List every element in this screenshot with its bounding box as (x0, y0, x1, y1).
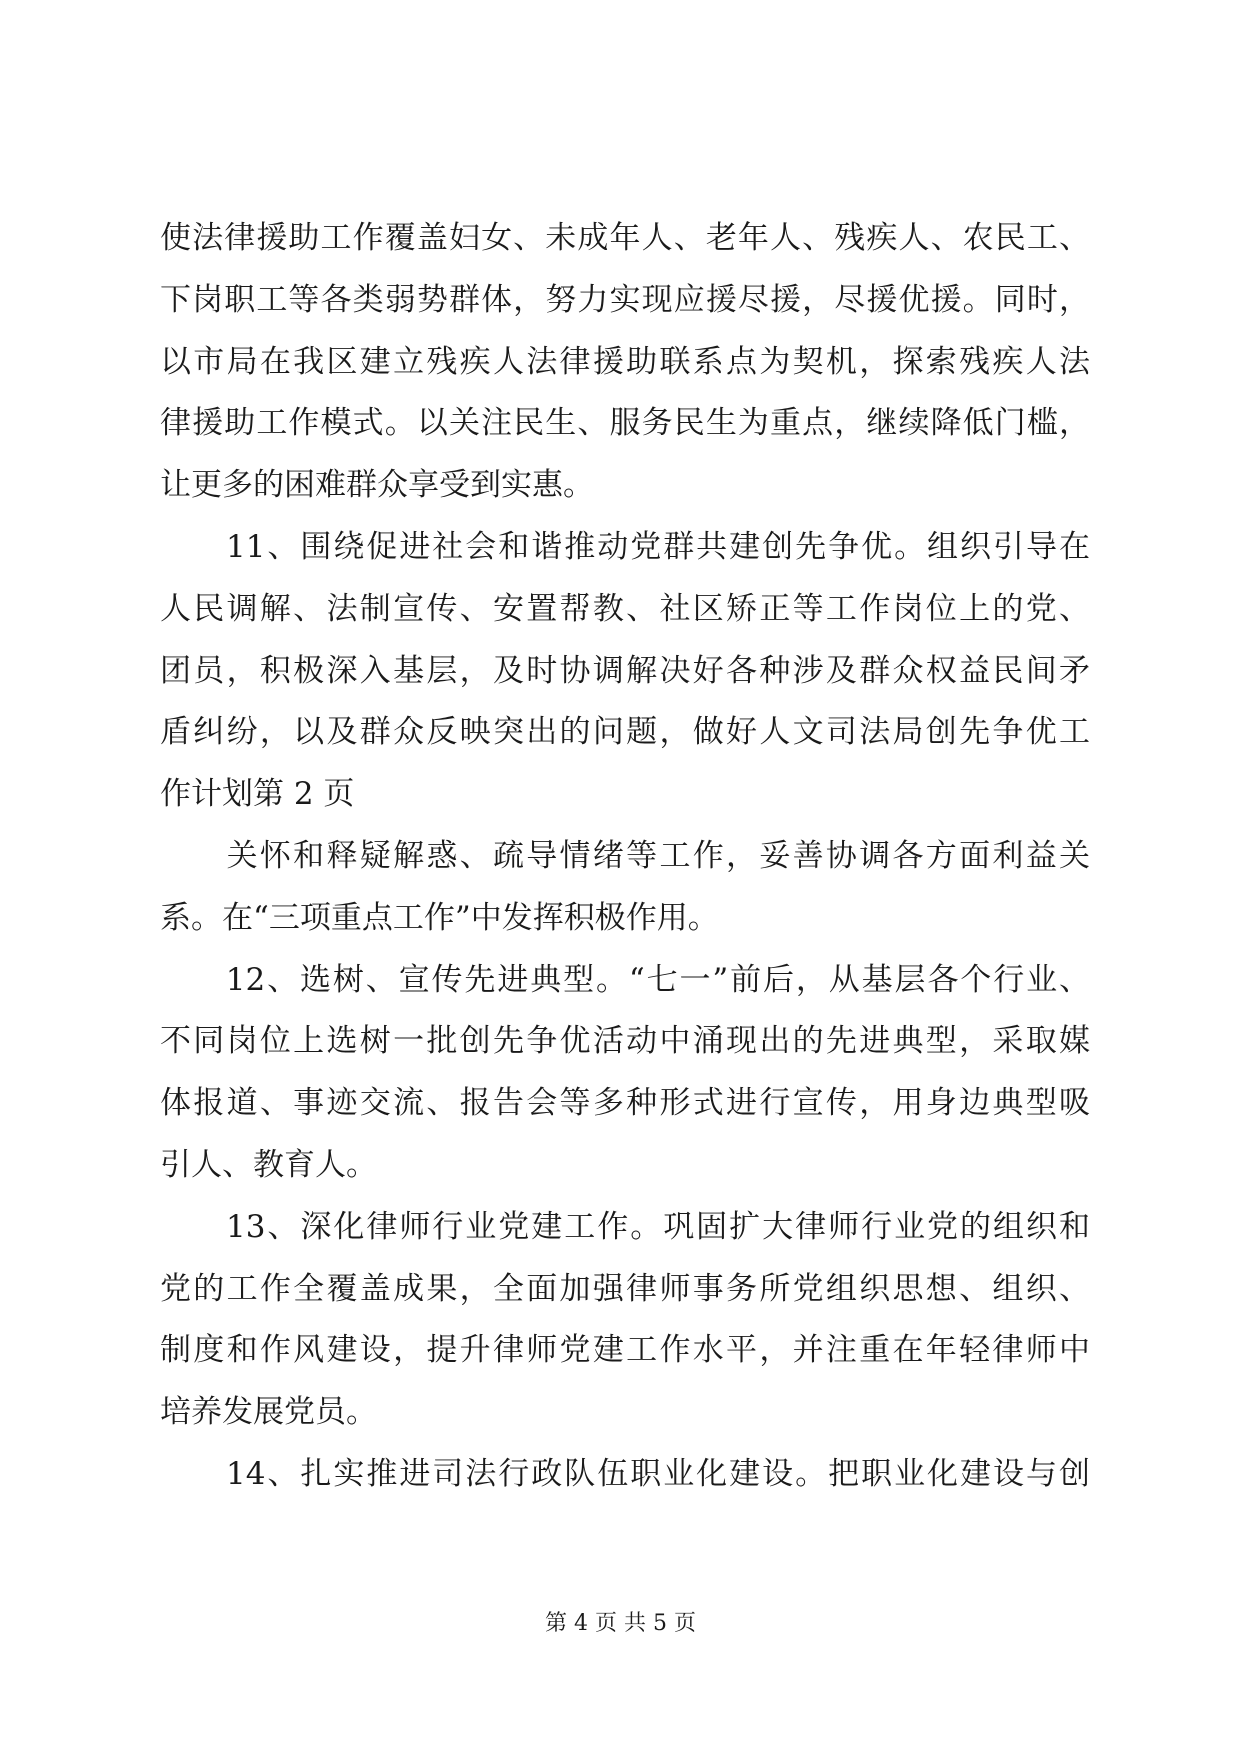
text-line: 使法律援助工作覆盖妇女、未成年人、老年人、残疾人、农民工、 (160, 220, 1090, 256)
text-line: 人民调解、法制宣传、安置帮教、社区矫正等工作岗位上的党、 (160, 590, 1090, 627)
text-line: 引人、教育人。 (160, 1146, 377, 1183)
text-line: 12、选树、宣传先进典型。“七一”前后，从基层各个行业、 (160, 961, 1090, 998)
text-line: 让更多的困难群众享受到实惠。 (160, 467, 594, 504)
text-line: 不同岗位上选树一批创先争优活动中涌现出的先进典型，采取媒 (160, 1023, 1090, 1060)
page-footer: 第 4 页 共 5 页 (545, 1611, 696, 1636)
text-line: 关怀和释疑解惑、疏导情绪等工作，妥善协调各方面利益关 (160, 837, 1090, 874)
text-line: 体报道、事迹交流、报告会等多种形式进行宣传，用身边典型吸 (160, 1085, 1090, 1122)
text-line: 盾纠纷，以及群众反映突出的问题，做好人文司法局创先争优工 (160, 714, 1090, 751)
text-line: 作计划第 2 页 (160, 776, 355, 813)
text-line: 团员，积极深入基层，及时协调解决好各种涉及群众权益民间矛 (160, 652, 1090, 689)
text-line: 以市局在我区建立残疾人法律援助联系点为契机，探索残疾人法 (160, 343, 1090, 380)
text-line: 11、围绕促进社会和谐推动党群共建创先争优。组织引导在 (160, 528, 1090, 565)
text-line: 党的工作全覆盖成果，全面加强律师事务所党组织思想、组织、 (160, 1270, 1090, 1307)
text-line: 14、扎实推进司法行政队伍职业化建设。把职业化建设与创 (160, 1455, 1090, 1492)
text-line: 系。在“三项重点工作”中发挥积极作用。 (160, 899, 719, 936)
text-line: 下岗职工等各类弱势群体，努力实现应援尽援，尽援优援。同时， (160, 281, 1090, 318)
text-line: 制度和作风建设，提升律师党建工作水平，并注重在年轻律师中 (160, 1332, 1090, 1369)
text-line: 培养发展党员。 (160, 1394, 377, 1431)
text-line: 13、深化律师行业党建工作。巩固扩大律师行业党的组织和 (160, 1208, 1090, 1245)
text-line: 律援助工作模式。以关注民生、服务民生为重点，继续降低门槛， (160, 405, 1090, 442)
document-body (160, 208, 1090, 1506)
